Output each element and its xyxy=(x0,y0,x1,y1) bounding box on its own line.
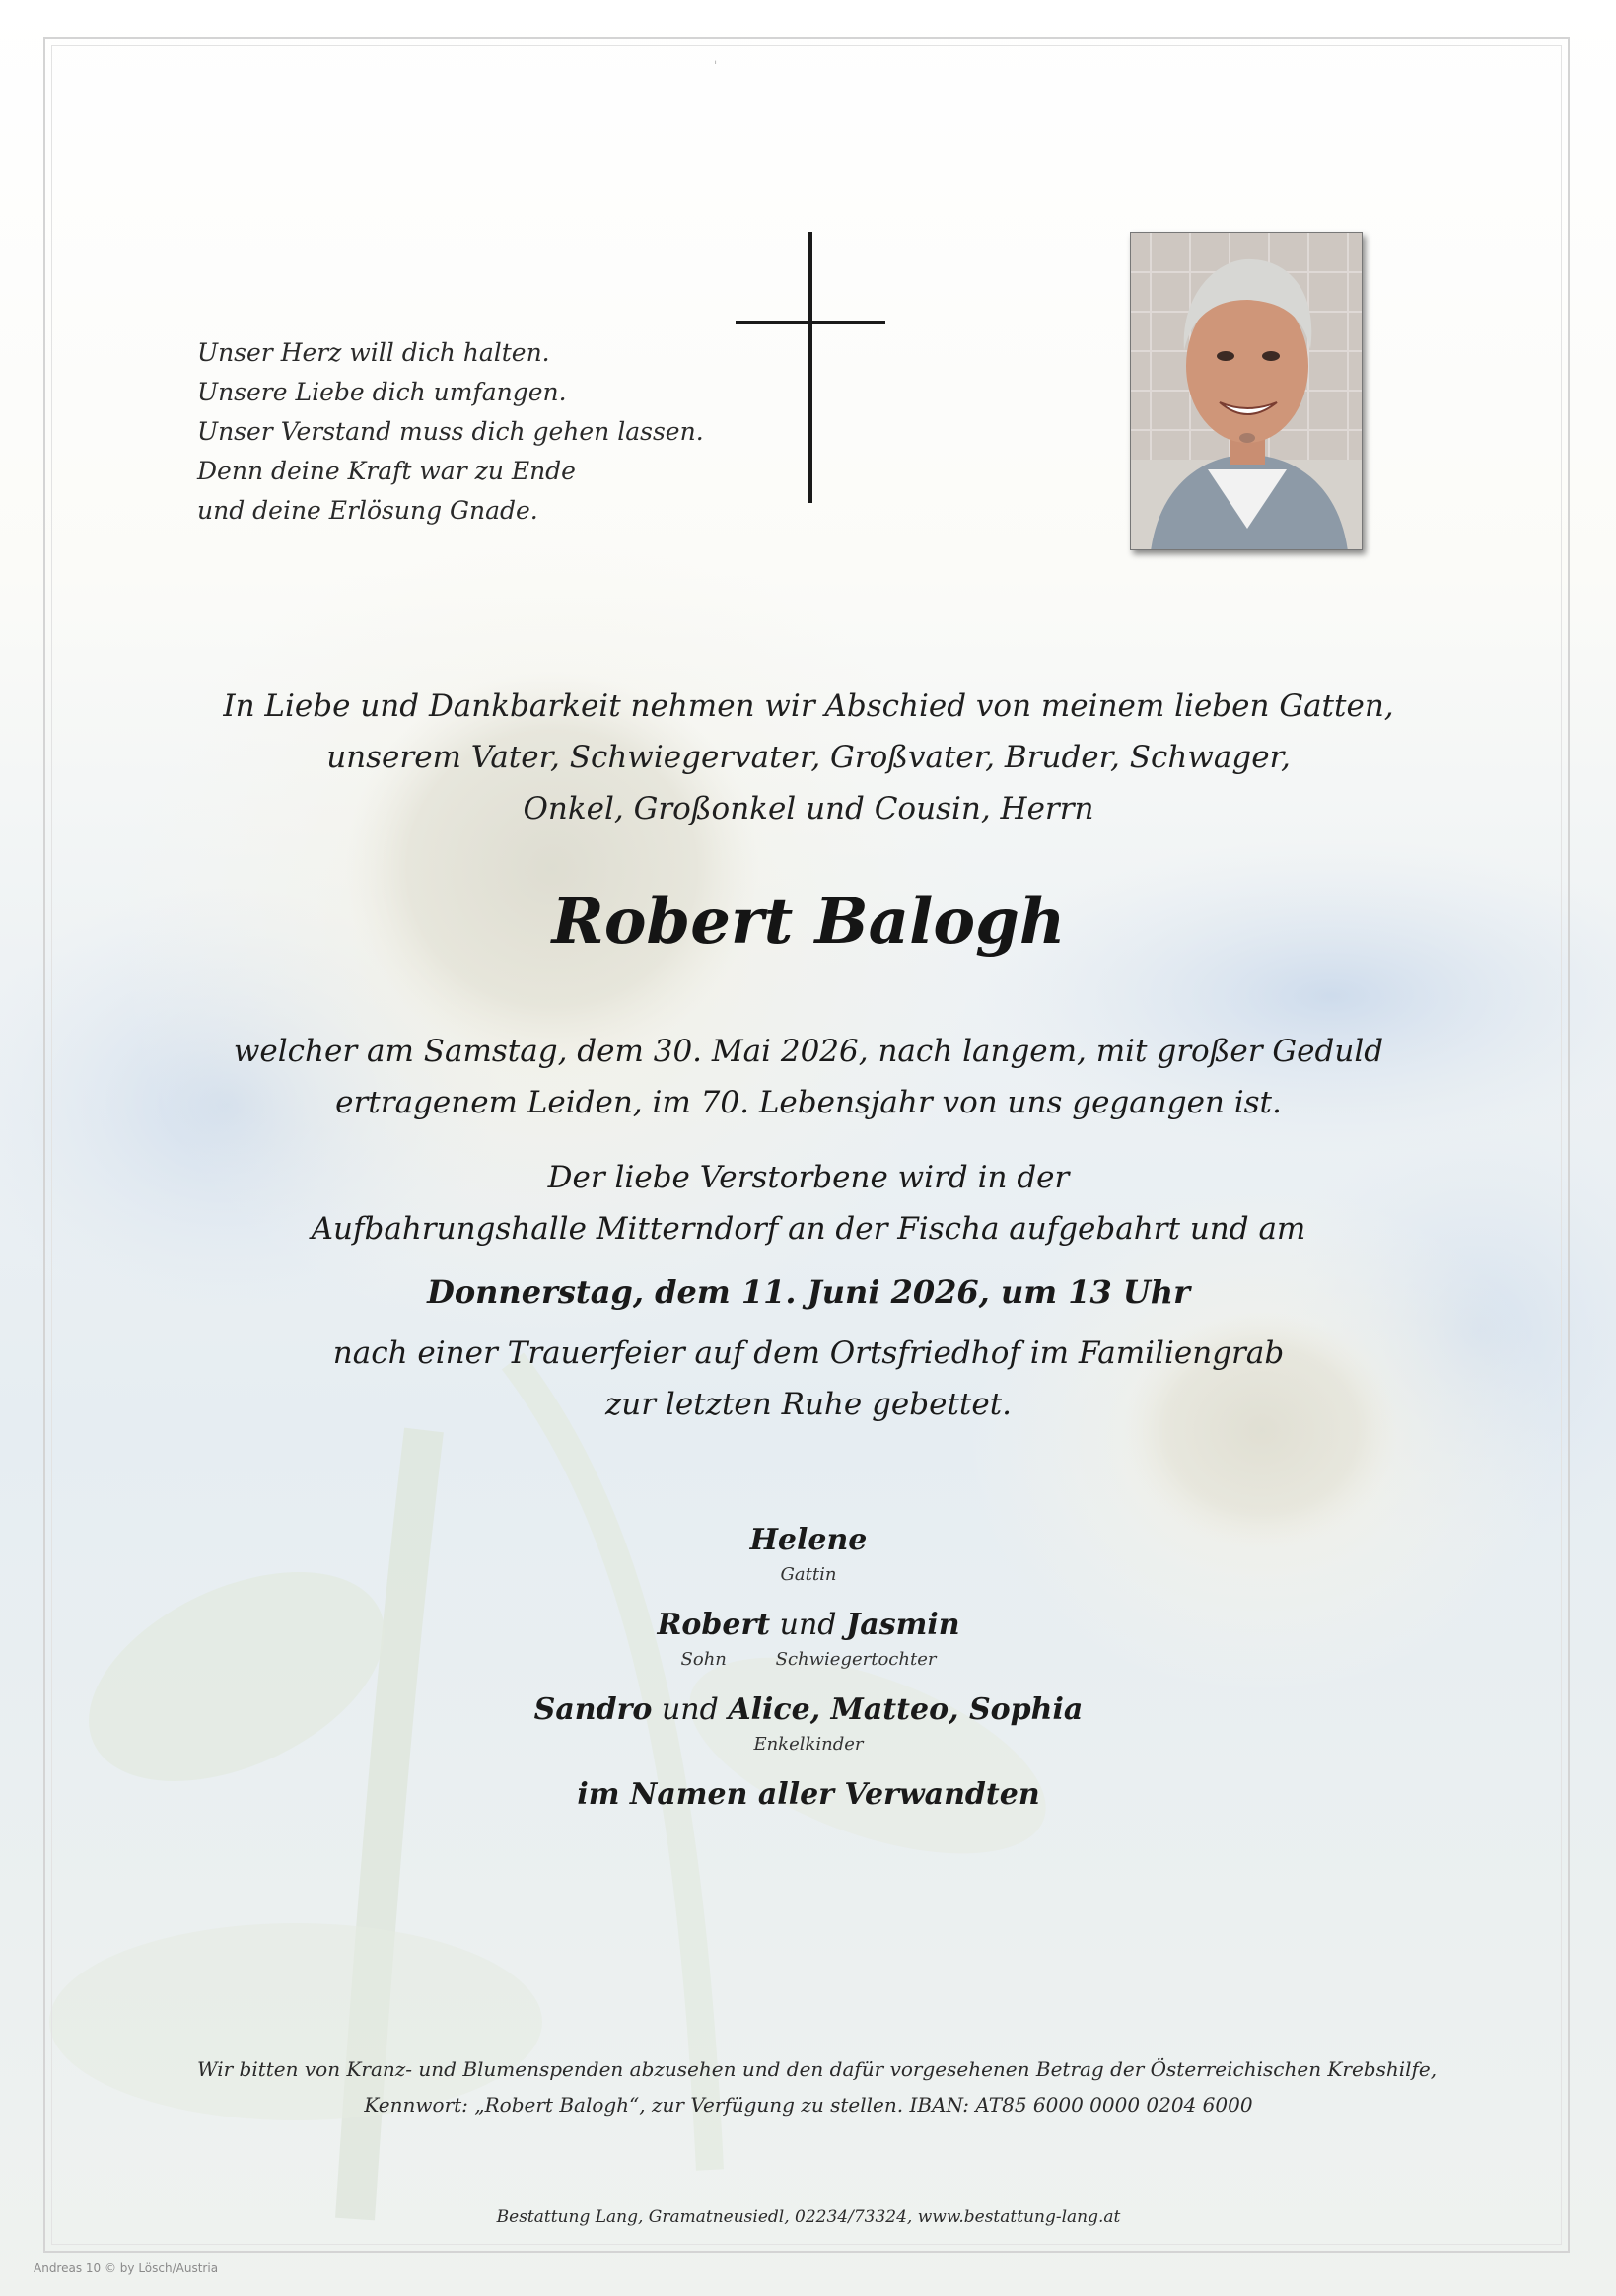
template-credit: Andreas 10 © by Lösch/Austria xyxy=(34,2261,219,2275)
mourner-son: Robert xyxy=(657,1608,771,1642)
poem-line: Unser Verstand muss dich gehen lassen. xyxy=(197,417,704,446)
deceased-name: Robert Balogh xyxy=(551,885,1066,959)
burial-after-line: nach einer Trauerfeier auf dem Ortsfriedhof im Familiengrab xyxy=(332,1335,1285,1371)
poem xyxy=(197,333,710,531)
grandchildren-role: Enkelkinder xyxy=(753,1734,864,1755)
death-line: ertragenem Leiden, im 70. Lebensjahr von uns gegangen ist. xyxy=(335,1085,1282,1120)
undertaker-footer: Bestattung Lang, Gramatneusiedl, 02234/73324, www.bestattung-lang.at xyxy=(496,2207,1121,2227)
intro-line: Onkel, Großonkel und Cousin, Herrn xyxy=(523,791,1094,826)
mourner-wife-role: Gattin xyxy=(780,1564,837,1585)
mourner-daughter-in-law: Jasmin xyxy=(846,1608,960,1642)
poem-line: Unser Herz will dich halten. xyxy=(197,338,550,367)
grandchild-name: Sandro xyxy=(533,1692,653,1727)
top-mark: ˈ xyxy=(714,59,718,73)
burial-line: Aufbahrungshalle Mitterndorf an der Fischa aufgebahrt und am xyxy=(311,1211,1306,1247)
grandchildren-names: Alice, Matteo, Sophia xyxy=(728,1692,1084,1727)
conjunction: und xyxy=(661,1692,719,1727)
mourner-grandchildren xyxy=(316,1688,1301,1732)
donation-line: Kennwort: „Robert Balogh“, zur Verfügung zu stellen. IBAN: AT85 6000 0000 0204 6000 xyxy=(364,2093,1253,2117)
daughter-in-law-role: Schwiegertochter xyxy=(775,1649,937,1670)
conjunction: und xyxy=(779,1608,837,1642)
portrait-image xyxy=(1131,233,1363,550)
intro-line: In Liebe und Dankbarkeit nehmen wir Abschied von meinem lieben Gatten, xyxy=(223,688,1394,724)
donation-request xyxy=(197,2051,1438,2122)
closing-line: im Namen aller Verwandten xyxy=(577,1777,1040,1812)
poem-line: Denn deine Kraft war zu Ende xyxy=(197,457,576,485)
poem-line: und deine Erlösung Gnade. xyxy=(197,496,538,525)
death-line: welcher am Samstag, dem 30. Mai 2026, nach langem, mit großer Geduld xyxy=(233,1034,1384,1069)
burial-after-line: zur letzten Ruhe gebettet. xyxy=(604,1387,1013,1422)
son-role: Sohn xyxy=(680,1649,727,1670)
mourner-wife: Helene xyxy=(749,1523,868,1557)
death-notice xyxy=(217,1026,1400,1128)
portrait-photo xyxy=(1130,232,1363,550)
mourner-children xyxy=(316,1604,1301,1647)
mourner-children-roles xyxy=(316,1647,1301,1673)
mourners-list xyxy=(316,1519,1301,1817)
cross-icon xyxy=(732,232,889,503)
donation-line: Wir bitten von Kranz- und Blumenspenden abzusehen und den dafür vorgesehenen Betrag der Österreichischen Krebshilfe, xyxy=(197,2057,1438,2081)
burial-line: Der liebe Verstorbene wird in der xyxy=(547,1160,1070,1195)
burial-after xyxy=(217,1327,1400,1430)
burial-date: Donnerstag, dem 11. Juni 2026, um 13 Uhr xyxy=(427,1273,1190,1311)
poem-line: Unsere Liebe dich umfangen. xyxy=(197,378,567,406)
intro-line: unserem Vater, Schwiegervater, Großvater, Bruder, Schwager, xyxy=(326,740,1291,775)
intro-text xyxy=(217,681,1400,834)
burial-notice xyxy=(217,1152,1400,1255)
